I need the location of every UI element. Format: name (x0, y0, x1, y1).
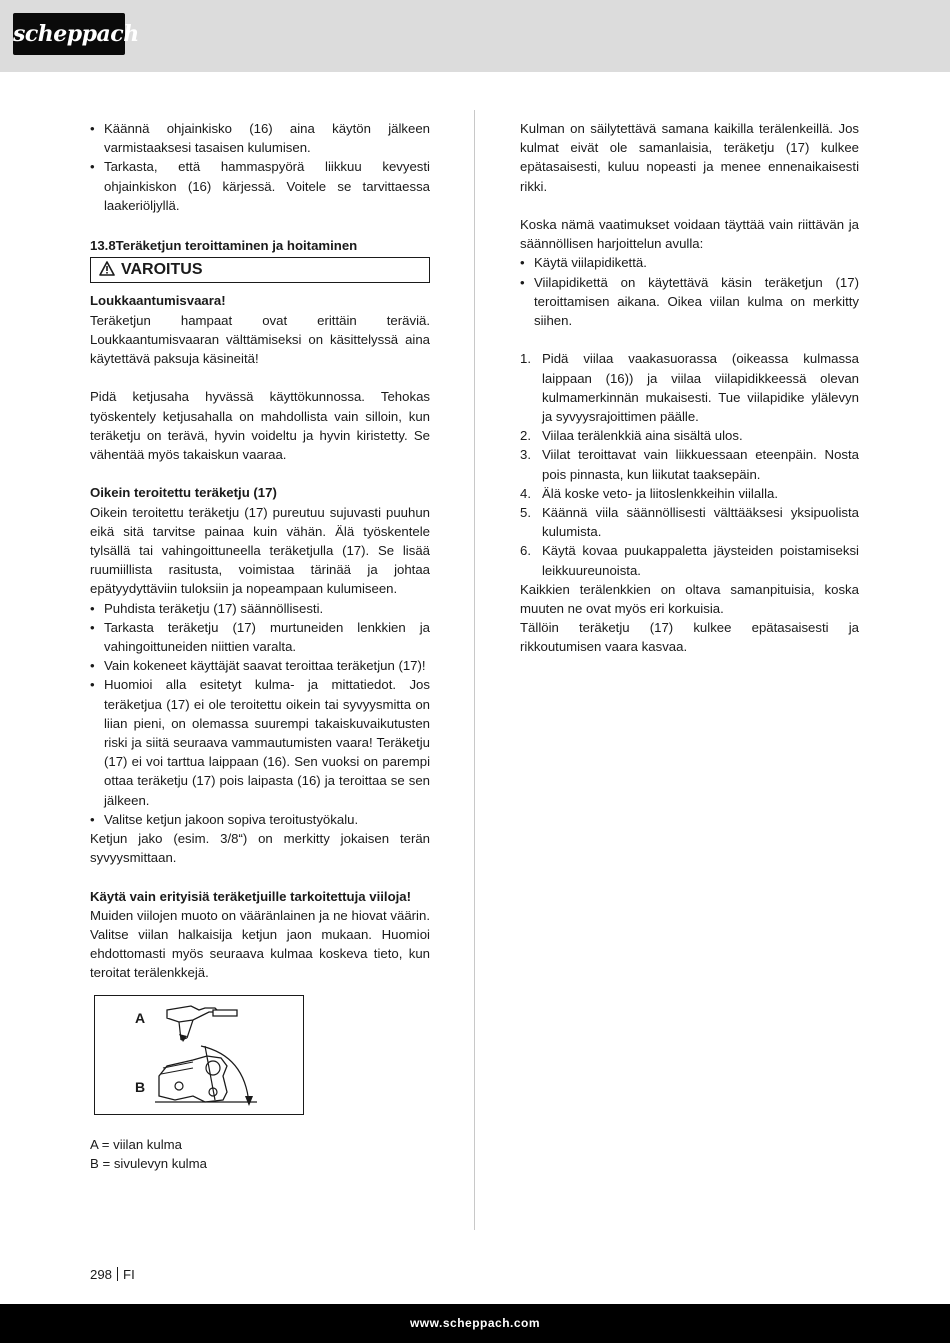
page-header (0, 0, 950, 72)
page-number-value: 298 (90, 1267, 113, 1282)
file-angle-figure (94, 995, 304, 1115)
left-column (90, 119, 430, 1173)
intro-text: Kulman on säilytettävä samana kaikilla terälenkeillä. Jos kulmat eivät ole samanlaisia, teräketju (17) kulkee epätasaisesti, kuluu nopeasti ja menee ennenaikaisesti rikki. (520, 121, 859, 194)
step-number: 5. (520, 505, 531, 521)
list-item: • Tarkasta, että hammaspyörä liikkuu kevyesti ohjainkiskon (16) kärjessä. Voitele se tarvittaessa laakeriöljyllä. (90, 157, 430, 215)
list-item: • Huomioi alla esitetyt kulma- ja mittatiedot. Jos teräketjua (17) ei ole teroitettu oikein tai syvyysmitta on liian pieni, on olemassa suurempi takaiskuvaikutusten riski ja siitä seuraava vammautumisten vaara! Teräketju (17) ei voi tarttua laippaan (16). Sen vuoksi on parempi ottaa teräketju (17) pois laipasta (16) ja teroittaa se sen jälkeen. (90, 675, 430, 809)
page-number (90, 1267, 135, 1282)
step-text: Viilaa terälenkkiä aina sisältä ulos. (542, 428, 743, 444)
step-number: 3. (520, 447, 531, 463)
step-number: 1. (520, 351, 531, 367)
chain-tooth-diagram (95, 996, 303, 1114)
list-item: • Käännä ohjainkisko (16) aina käytön jälkeen varmistaaksesi tasaisen kulumisen. (90, 119, 430, 157)
warning-label: VAROITUS (121, 261, 203, 279)
website-link[interactable]: www.scheppach.com (409, 1316, 541, 1330)
warning-triangle-icon (99, 261, 115, 276)
step-item (520, 349, 859, 426)
step-number: 2. (520, 428, 531, 444)
scheppach-logo: scheppach (13, 13, 125, 55)
injury-title: Loukkaantumisvaara! (90, 293, 226, 309)
practice-text: Koska nämä vaatimukset voidaan täyttää vain riittävän ja säännöllisen harjoittelun avulla: (520, 217, 859, 252)
section-title: Teräketjun teroittaminen ja hoitaminen (115, 238, 358, 254)
sharp-text: Oikein teroitettu teräketju (17) pureutuu sujuvasti puuhun eikä sitä tarvitse painaa kuin vähän. Älä työskentele tylsällä tai vahingoittuneella teräketjulla (17). Se lisää ruumiillista rasitusta, voimistaa tärinää ja johtaa epätyydyttäviin tuloksiin ja nopeampaan kulumiseen. (90, 504, 430, 597)
step-number: 4. (520, 485, 531, 501)
maintain-text: Pidä ketjusaha hyvässä käyttökunnossa. Tehokas työskentely ketjusahalla on mahdollista vain silloin, kun teräketju on terävä, hyvin voideltu ja hyvin kiristetty. Se vähentää myös takaiskun vaaraa. (90, 389, 430, 463)
pitch-text: Ketjun jako (esim. 3/8“) on merkitty jokaisen terän syvyysmittaan. (90, 831, 430, 866)
warning-box (90, 257, 430, 283)
right-column (520, 119, 859, 657)
closing-text-2: Tällöin teräketju (17) kulkee epätasaisesti ja rikkoutumisen vaara kasvaa. (520, 620, 859, 655)
step-item (520, 426, 859, 445)
section-heading (90, 236, 430, 255)
list-item: • Vain kokeneet käyttäjät saavat teroittaa teräketjun (17)! (90, 656, 430, 675)
injury-text: Teräketjun hampaat ovat erittäin teräviä. Loukkaantumisvaaran välttämiseksi on käsittelyssä aina käytettävä paksuja käsineitä! (90, 312, 430, 367)
page-language: FI (123, 1267, 135, 1282)
list-item: • Viilapidikettä on käytettävä käsin teräketjun (17) teroittamisen aikana. Oikea viilan kulma on merkitty siihen. (520, 273, 859, 331)
legend-a: A = viilan kulma (90, 1136, 182, 1152)
step-text: Käännä viila säännöllisesti välttääksesi yksipuolista kulumista. (542, 505, 859, 540)
page-footer (0, 1304, 950, 1343)
step-item (520, 503, 859, 541)
list-item: • Valitse ketjun jakoon sopiva teroitustyökalu. (90, 810, 430, 829)
closing-text-1: Kaikkien terälenkkien on oltava samanpituisia, koska muuten ne ovat myös eri korkuisia. (520, 581, 859, 617)
step-item (520, 541, 859, 579)
step-number: 6. (520, 543, 531, 559)
sharp-title: Oikein teroitettu teräketju (17) (90, 485, 277, 501)
list-item: • Käytä viilapidikettä. (520, 253, 859, 272)
section-number: 13.8 (90, 238, 116, 254)
label-a: A (135, 1009, 146, 1026)
step-item (520, 484, 859, 503)
list-item: • Puhdista teräketju (17) säännöllisesti. (90, 599, 430, 618)
label-b: B (135, 1078, 146, 1095)
step-item (520, 445, 859, 483)
files-text: Muiden viilojen muoto on vääränlainen ja ne hiovat väärin. Valitse viilan halkaisija ketjun jaon mukaan. Huomioi ehdottomasti myös seuraava kulmaa koskeva tieto, kun teroitat terälenkkejä. (90, 907, 430, 981)
step-text: Viilat teroittavat vain liikkuessaan eteenpäin. Nosta pois pinnasta, kun liikutat taaksepäin. (542, 447, 859, 482)
list-item: • Tarkasta teräketju (17) murtuneiden lenkkien ja vahingoittuneiden niittien varalta. (90, 618, 430, 656)
step-text: Pidä viilaa vaakasuorassa (oikeassa kulmassa laippaan (16)) ja viilaa viilapidikkeessä olevan kulmamerkinnän mukaisesti. Tue viilapidike ylälevyn ja syvyysrajoittimen päälle. (542, 351, 859, 425)
step-text: Älä koske veto- ja liitoslenkkeihin viilalla. (542, 485, 779, 501)
files-title: Käytä vain erityisiä teräketjuille tarkoitettuja viiloja! (90, 888, 412, 904)
legend-b: B = sivulevyn kulma (90, 1155, 207, 1171)
step-text: Käytä kovaa puukappaletta jäysteiden poistamiseksi leikkuureunoista. (542, 543, 859, 578)
column-divider (474, 110, 475, 1230)
